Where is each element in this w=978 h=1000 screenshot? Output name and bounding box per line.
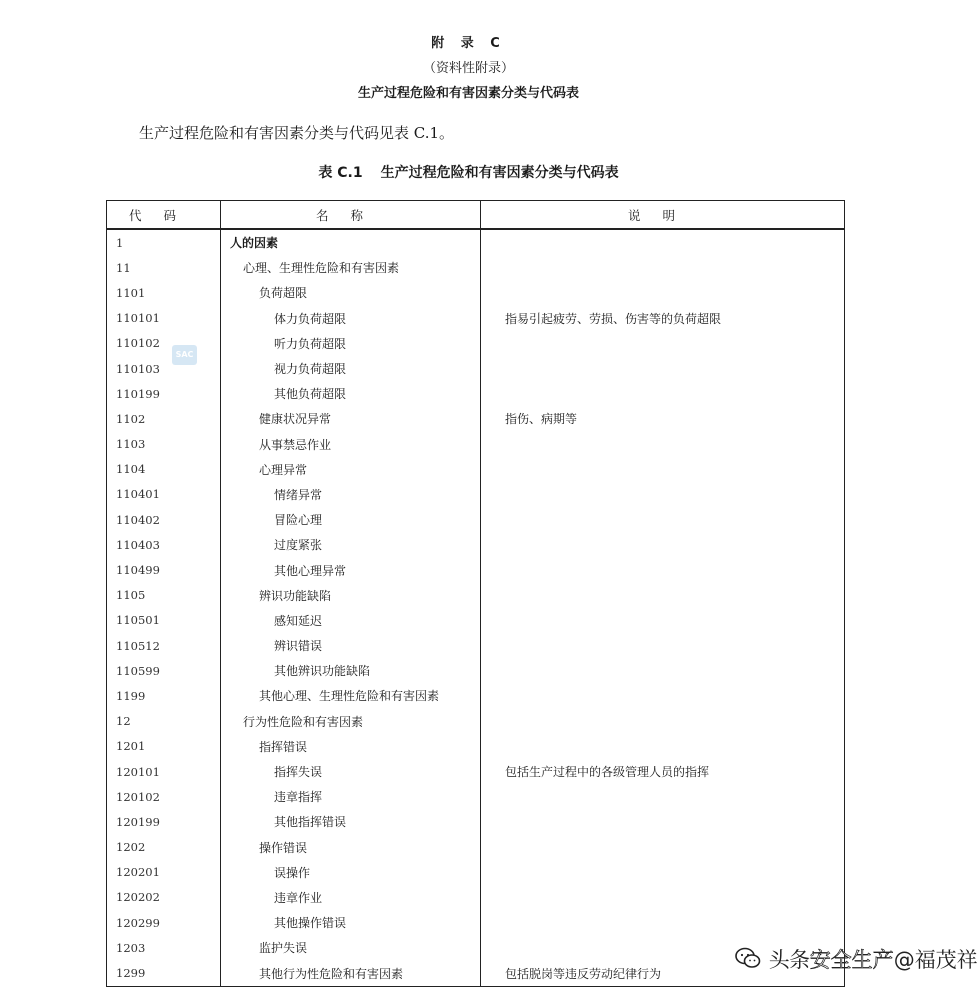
cell-desc [481,835,845,860]
cell-desc [481,457,845,482]
table-row [107,633,845,658]
cell-desc [481,432,845,457]
cell-desc [481,557,845,582]
cell-desc [481,885,845,910]
cell-code: 110103 [107,356,221,381]
cell-code: 1203 [107,935,221,960]
cell-code: 110599 [107,658,221,683]
cell-code: 120299 [107,910,221,935]
table-header-row [107,201,845,230]
cell-name: 指挥失误 [221,759,481,784]
cell-name: 感知延迟 [221,608,481,633]
watermark-platform: 头条 [768,948,810,972]
table-caption [0,162,937,182]
cell-name: 视力负荷超限 [221,356,481,381]
cell-name: 违章指挥 [221,784,481,809]
cell-desc: 包括生产过程中的各级管理人员的指挥 [481,759,845,784]
cell-desc: 包括脱岗等违反劳动纪律行为 [481,960,845,986]
watermark [734,944,978,984]
table-row [107,885,845,910]
table-title: 生产过程危险和有害因素分类与代码表 [380,165,619,181]
table-row [107,381,845,406]
cell-code: 1201 [107,734,221,759]
appendix-title: 附 录 C [431,36,506,51]
hazard-code-table [106,200,845,987]
cell-code: 110402 [107,507,221,532]
table-row [107,658,845,683]
cell-name: 冒险心理 [221,507,481,532]
cell-name: 辨识错误 [221,633,481,658]
table-row [107,432,845,457]
intro-paragraph: 生产过程危险和有害因素分类与代码见表 C.1。 [139,124,455,142]
cell-desc [481,809,845,834]
table-row [107,306,845,331]
cell-name: 健康状况异常 [221,406,481,431]
cell-name: 违章作业 [221,885,481,910]
cell-desc: 指易引起疲劳、劳损、伤害等的负荷超限 [481,306,845,331]
table-row [107,507,845,532]
sac-logo-stamp: SAC [172,345,197,365]
cell-name: 行为性危险和有害因素 [221,709,481,734]
cell-code: 110102 [107,331,221,356]
appendix-subtitle: （资料性附录） [422,61,514,76]
cell-desc [481,507,845,532]
cell-name: 其他操作错误 [221,910,481,935]
header-desc: 说明 [481,201,845,230]
cell-name: 听力负荷超限 [221,331,481,356]
cell-code: 120102 [107,784,221,809]
cell-name: 误操作 [221,860,481,885]
cell-name: 过度紧张 [221,532,481,557]
cell-code: 1104 [107,457,221,482]
table-row [107,734,845,759]
cell-code: 110512 [107,633,221,658]
cell-desc [481,583,845,608]
cell-code: 1202 [107,835,221,860]
cell-desc [481,633,845,658]
cell-desc [481,658,845,683]
cell-name: 其他指挥错误 [221,809,481,834]
cell-code: 110403 [107,532,221,557]
cell-name: 其他负荷超限 [221,381,481,406]
table-row [107,557,845,582]
cell-name: 指挥错误 [221,734,481,759]
cell-desc [481,784,845,809]
table-number: 表 C.1 [318,165,363,181]
cell-desc [481,280,845,305]
table-row [107,482,845,507]
appendix-heading: 生产过程危险和有害因素分类与代码表 [357,86,579,101]
cell-code: 1103 [107,432,221,457]
cell-name: 其他行为性危险和有害因素 [221,960,481,986]
cell-desc [481,381,845,406]
cell-code: 1299 [107,960,221,986]
cell-code: 1105 [107,583,221,608]
table-row [107,331,845,356]
table-row [107,583,845,608]
cell-code: 11 [107,255,221,280]
cell-code: 12 [107,709,221,734]
table-body [107,229,845,986]
cell-desc [481,532,845,557]
cell-code: 120202 [107,885,221,910]
cell-name: 心理异常 [221,457,481,482]
cell-code: 1 [107,229,221,255]
header-code: 代码 [107,201,221,230]
cell-name: 情绪异常 [221,482,481,507]
watermark-text: 安全生产 [809,948,894,972]
cell-desc [481,331,845,356]
table-row [107,229,845,255]
cell-name: 操作错误 [221,835,481,860]
table-row [107,683,845,708]
cell-code: 1101 [107,280,221,305]
cell-name: 其他辨识功能缺陷 [221,658,481,683]
wechat-icon [734,946,762,970]
cell-code: 120201 [107,860,221,885]
table-row [107,759,845,784]
table-row [107,457,845,482]
cell-desc [481,860,845,885]
cell-name: 监护失误 [221,935,481,960]
table-row [107,809,845,834]
table-row [107,532,845,557]
cell-code: 110501 [107,608,221,633]
cell-name: 其他心理、生理性危险和有害因素 [221,683,481,708]
cell-code: 1102 [107,406,221,431]
table-row [107,608,845,633]
cell-code: 110101 [107,306,221,331]
cell-name: 其他心理异常 [221,557,481,582]
cell-desc [481,229,845,255]
cell-desc [481,608,845,633]
cell-desc: 指伤、病期等 [481,406,845,431]
table-row [107,910,845,935]
cell-desc [481,683,845,708]
cell-code: 120101 [107,759,221,784]
cell-name: 负荷超限 [221,280,481,305]
cell-code: 110499 [107,557,221,582]
table-row [107,784,845,809]
cell-code: 110401 [107,482,221,507]
cell-name: 从事禁忌作业 [221,432,481,457]
cell-desc [481,910,845,935]
watermark-handle: @福茂祥 [893,948,978,972]
table-row [107,255,845,280]
table-row [107,709,845,734]
cell-desc [481,734,845,759]
cell-code: 110199 [107,381,221,406]
table-row [107,356,845,381]
table-row [107,860,845,885]
cell-name: 辨识功能缺陷 [221,583,481,608]
cell-desc [481,356,845,381]
cell-desc [481,709,845,734]
header-name: 名称 [221,201,481,230]
cell-desc [481,482,845,507]
cell-name: 人的因素 [221,229,481,255]
table-row [107,280,845,305]
cell-name: 心理、生理性危险和有害因素 [221,255,481,280]
cell-code: 1199 [107,683,221,708]
cell-name: 体力负荷超限 [221,306,481,331]
cell-desc [481,255,845,280]
table-row [107,835,845,860]
table-row [107,406,845,431]
cell-code: 120199 [107,809,221,834]
